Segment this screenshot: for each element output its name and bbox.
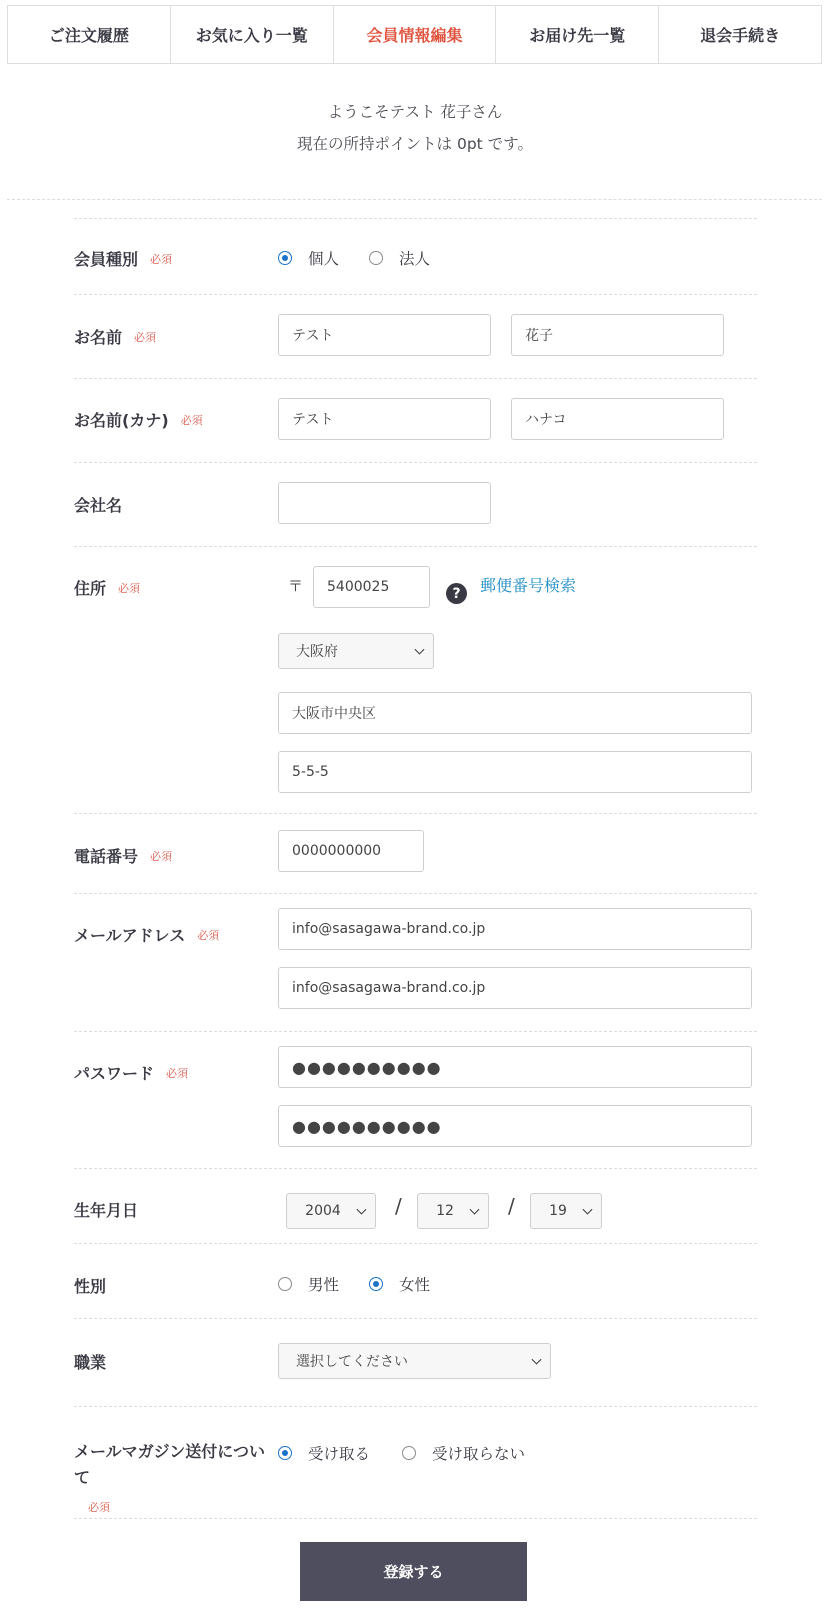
radio-unchecked-icon xyxy=(278,1277,292,1291)
row-divider xyxy=(74,378,757,379)
password-label: パスワード 必須 xyxy=(74,1064,189,1083)
job-select[interactable]: 選択してください xyxy=(278,1343,551,1379)
tab-withdraw[interactable]: 退会手続き xyxy=(659,6,821,63)
gender-male-radio[interactable]: 男性 xyxy=(278,1273,339,1295)
company-label: 会社名 xyxy=(74,496,123,515)
row-divider xyxy=(74,218,757,219)
row-divider xyxy=(74,1243,757,1244)
date-separator: / xyxy=(508,1194,515,1218)
birth-year-select[interactable]: 2004 xyxy=(286,1193,376,1229)
phone-label: 電話番号 必須 xyxy=(74,847,173,866)
welcome-message xyxy=(0,96,830,160)
last-name-kana-input[interactable] xyxy=(278,398,491,440)
chevron-down-icon xyxy=(415,645,425,655)
row-divider xyxy=(74,1168,757,1169)
prefecture-select[interactable]: 大阪府 xyxy=(278,633,434,669)
row-divider xyxy=(74,893,757,894)
divider xyxy=(7,199,822,200)
chevron-down-icon xyxy=(470,1205,480,1215)
member-type-label: 会員種別 必須 xyxy=(74,250,173,269)
member-type-corporate-radio[interactable]: 法人 xyxy=(369,247,430,269)
required-badge: 必須 xyxy=(197,929,220,942)
account-tabs xyxy=(7,5,822,64)
radio-unchecked-icon xyxy=(402,1446,416,1460)
name-kana-label: お名前(カナ) 必須 xyxy=(74,411,203,430)
tab-favorites[interactable]: お気に入り一覧 xyxy=(171,6,334,63)
zip-mark: 〒 xyxy=(288,577,304,595)
required-badge: 必須 xyxy=(134,331,157,344)
tab-member-edit[interactable]: 会員情報編集 xyxy=(334,6,497,63)
gender-female-radio[interactable]: 女性 xyxy=(369,1273,430,1295)
tab-delivery-addresses[interactable]: お届け先一覧 xyxy=(496,6,659,63)
member-type-individual-radio[interactable]: 個人 xyxy=(278,247,339,269)
required-badge: 必須 xyxy=(118,582,141,595)
required-badge: 必須 xyxy=(150,253,173,266)
street-input[interactable] xyxy=(278,751,752,793)
first-name-kana-input[interactable] xyxy=(511,398,724,440)
gender-label: 性別 xyxy=(74,1277,107,1296)
chevron-down-icon xyxy=(583,1205,593,1215)
row-divider xyxy=(74,462,757,463)
birthday-label: 生年月日 xyxy=(74,1201,139,1220)
birth-day-select[interactable]: 19 xyxy=(530,1193,602,1229)
birth-month-select[interactable]: 12 xyxy=(417,1193,489,1229)
required-badge: 必須 xyxy=(166,1067,189,1080)
mailmag-decline-radio[interactable]: 受け取らない xyxy=(402,1442,525,1464)
chevron-down-icon xyxy=(532,1355,542,1365)
register-button[interactable]: 登録する xyxy=(300,1542,527,1601)
date-separator: / xyxy=(395,1194,402,1218)
points-balance: 現在の所持ポイントは 0pt です。 xyxy=(297,135,533,153)
last-name-input[interactable] xyxy=(278,314,491,356)
radio-checked-icon xyxy=(278,251,292,265)
email-input[interactable] xyxy=(278,908,752,950)
row-divider xyxy=(74,1318,757,1319)
password-confirm-input[interactable]: ●●●●●●●●●● xyxy=(278,1105,752,1147)
email-label: メールアドレス 必須 xyxy=(74,926,220,945)
job-label: 職業 xyxy=(74,1353,107,1372)
company-input[interactable] xyxy=(278,482,491,524)
radio-checked-icon xyxy=(278,1446,292,1460)
zip-input[interactable] xyxy=(313,566,430,608)
password-input[interactable]: ●●●●●●●●●● xyxy=(278,1046,752,1088)
city-input[interactable] xyxy=(278,692,752,734)
row-divider xyxy=(74,546,757,547)
row-divider xyxy=(74,813,757,814)
welcome-greeting: ようこそテスト 花子さん xyxy=(327,103,503,121)
phone-input[interactable] xyxy=(278,830,424,872)
row-divider xyxy=(74,294,757,295)
address-label: 住所 必須 xyxy=(74,579,141,598)
radio-unchecked-icon xyxy=(369,251,383,265)
zip-search-link[interactable]: 郵便番号検索 xyxy=(480,576,577,595)
first-name-input[interactable] xyxy=(511,314,724,356)
mailmag-label: メールマガジン送付につい て 必須 xyxy=(74,1439,265,1519)
row-divider xyxy=(74,1031,757,1032)
required-badge: 必須 xyxy=(88,1501,110,1514)
radio-checked-icon xyxy=(369,1277,383,1291)
name-label: お名前 必須 xyxy=(74,328,157,347)
chevron-down-icon xyxy=(357,1205,367,1215)
required-badge: 必須 xyxy=(180,414,203,427)
required-badge: 必須 xyxy=(150,850,173,863)
row-divider xyxy=(74,1406,757,1407)
question-circle-icon[interactable]: ? xyxy=(446,583,467,604)
mailmag-accept-radio[interactable]: 受け取る xyxy=(278,1442,370,1464)
email-confirm-input[interactable] xyxy=(278,967,752,1009)
tab-order-history[interactable]: ご注文履歴 xyxy=(8,6,171,63)
